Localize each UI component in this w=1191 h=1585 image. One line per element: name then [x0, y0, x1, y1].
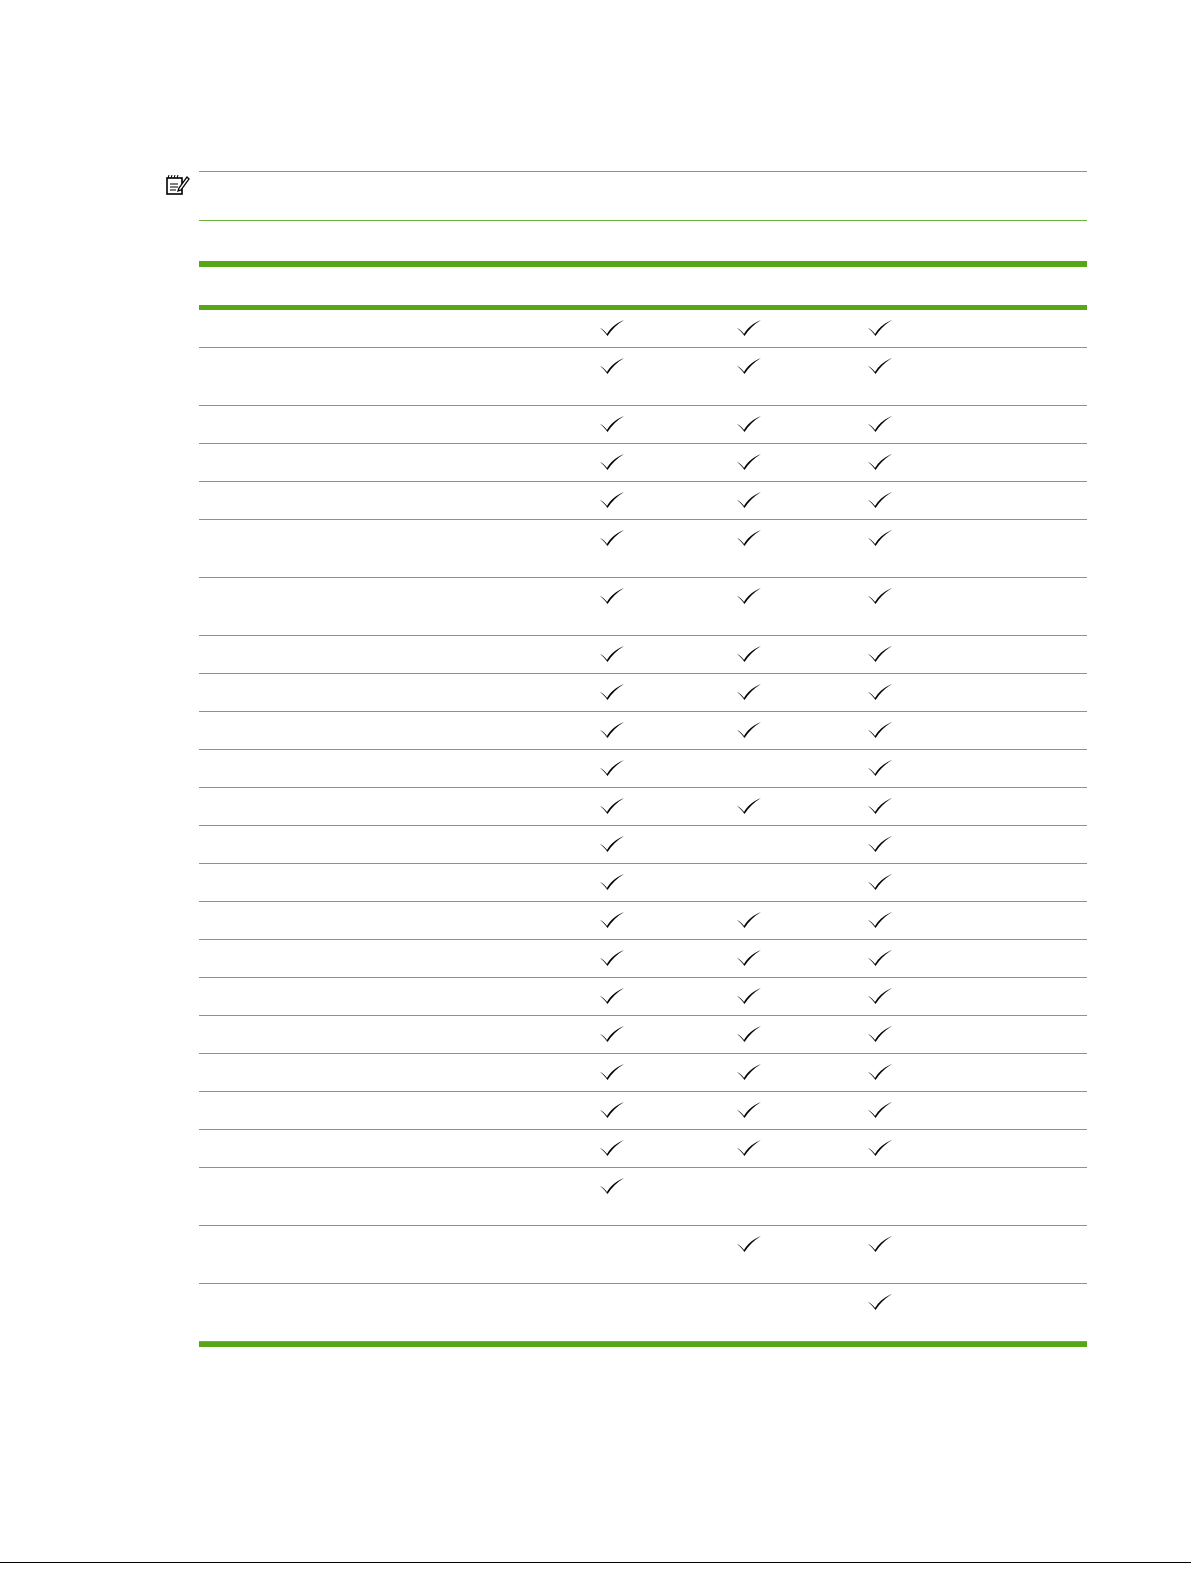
table-row — [199, 1168, 1087, 1226]
table-row — [199, 348, 1087, 406]
table-row — [199, 712, 1087, 750]
table-row — [199, 864, 1087, 902]
checkmark-icon — [867, 835, 893, 853]
checkmark-icon — [867, 721, 893, 739]
checkmark-icon — [736, 1139, 762, 1157]
checkmark-icon — [736, 415, 762, 433]
checkmark-icon — [867, 1025, 893, 1043]
checkmark-icon — [867, 949, 893, 967]
table-row — [199, 636, 1087, 674]
feature-table — [199, 261, 1087, 1347]
table-row — [199, 1016, 1087, 1054]
checkmark-icon — [867, 1293, 893, 1311]
note-icon — [166, 174, 190, 196]
table-row — [199, 520, 1087, 578]
checkmark-icon — [599, 529, 625, 547]
checkmark-icon — [599, 587, 625, 605]
checkmark-icon — [599, 797, 625, 815]
note-bottom-rule — [199, 220, 1087, 221]
checkmark-icon — [867, 491, 893, 509]
table-row — [199, 674, 1087, 712]
table-row — [199, 1054, 1087, 1092]
table-row — [199, 978, 1087, 1016]
checkmark-icon — [599, 319, 625, 337]
table-row — [199, 1284, 1087, 1342]
table-row — [199, 788, 1087, 826]
table-row — [199, 750, 1087, 788]
table-body — [199, 310, 1087, 1342]
checkmark-icon — [867, 529, 893, 547]
checkmark-icon — [599, 721, 625, 739]
checkmark-icon — [599, 357, 625, 375]
checkmark-icon — [736, 645, 762, 663]
checkmark-icon — [736, 453, 762, 471]
page-footer-rule — [0, 1562, 1191, 1563]
checkmark-icon — [599, 491, 625, 509]
note-top-rule — [199, 171, 1087, 172]
checkmark-icon — [599, 453, 625, 471]
checkmark-icon — [599, 873, 625, 891]
checkmark-icon — [736, 491, 762, 509]
checkmark-icon — [867, 1063, 893, 1081]
checkmark-icon — [867, 357, 893, 375]
checkmark-icon — [867, 1101, 893, 1119]
checkmark-icon — [599, 645, 625, 663]
checkmark-icon — [599, 1177, 625, 1195]
table-row — [199, 1226, 1087, 1284]
table-row — [199, 826, 1087, 864]
checkmark-icon — [599, 1101, 625, 1119]
checkmark-icon — [736, 1101, 762, 1119]
checkmark-icon — [867, 1235, 893, 1253]
table-row — [199, 1092, 1087, 1130]
checkmark-icon — [599, 683, 625, 701]
table-row — [199, 578, 1087, 636]
table-row — [199, 940, 1087, 978]
checkmark-icon — [736, 797, 762, 815]
table-header-row — [199, 267, 1087, 310]
table-row — [199, 310, 1087, 348]
table-row — [199, 1130, 1087, 1168]
checkmark-icon — [599, 1063, 625, 1081]
checkmark-icon — [867, 1139, 893, 1157]
table-row — [199, 406, 1087, 444]
checkmark-icon — [736, 1235, 762, 1253]
checkmark-icon — [599, 1139, 625, 1157]
checkmark-icon — [867, 987, 893, 1005]
checkmark-icon — [599, 759, 625, 777]
checkmark-icon — [736, 987, 762, 1005]
checkmark-icon — [599, 949, 625, 967]
checkmark-icon — [867, 645, 893, 663]
checkmark-icon — [736, 911, 762, 929]
checkmark-icon — [736, 721, 762, 739]
checkmark-icon — [599, 911, 625, 929]
checkmark-icon — [599, 835, 625, 853]
checkmark-icon — [867, 911, 893, 929]
checkmark-icon — [867, 683, 893, 701]
checkmark-icon — [736, 357, 762, 375]
table-row — [199, 482, 1087, 520]
checkmark-icon — [736, 319, 762, 337]
checkmark-icon — [736, 1025, 762, 1043]
table-row — [199, 902, 1087, 940]
checkmark-icon — [867, 587, 893, 605]
checkmark-icon — [867, 453, 893, 471]
checkmark-icon — [736, 587, 762, 605]
checkmark-icon — [736, 529, 762, 547]
checkmark-icon — [867, 759, 893, 777]
checkmark-icon — [736, 683, 762, 701]
checkmark-icon — [867, 797, 893, 815]
checkmark-icon — [867, 873, 893, 891]
checkmark-icon — [867, 319, 893, 337]
checkmark-icon — [736, 949, 762, 967]
table-row — [199, 444, 1087, 482]
checkmark-icon — [599, 1025, 625, 1043]
checkmark-icon — [867, 415, 893, 433]
table-bottom-rule — [199, 1342, 1087, 1347]
checkmark-icon — [736, 1063, 762, 1081]
checkmark-icon — [599, 415, 625, 433]
checkmark-icon — [599, 987, 625, 1005]
